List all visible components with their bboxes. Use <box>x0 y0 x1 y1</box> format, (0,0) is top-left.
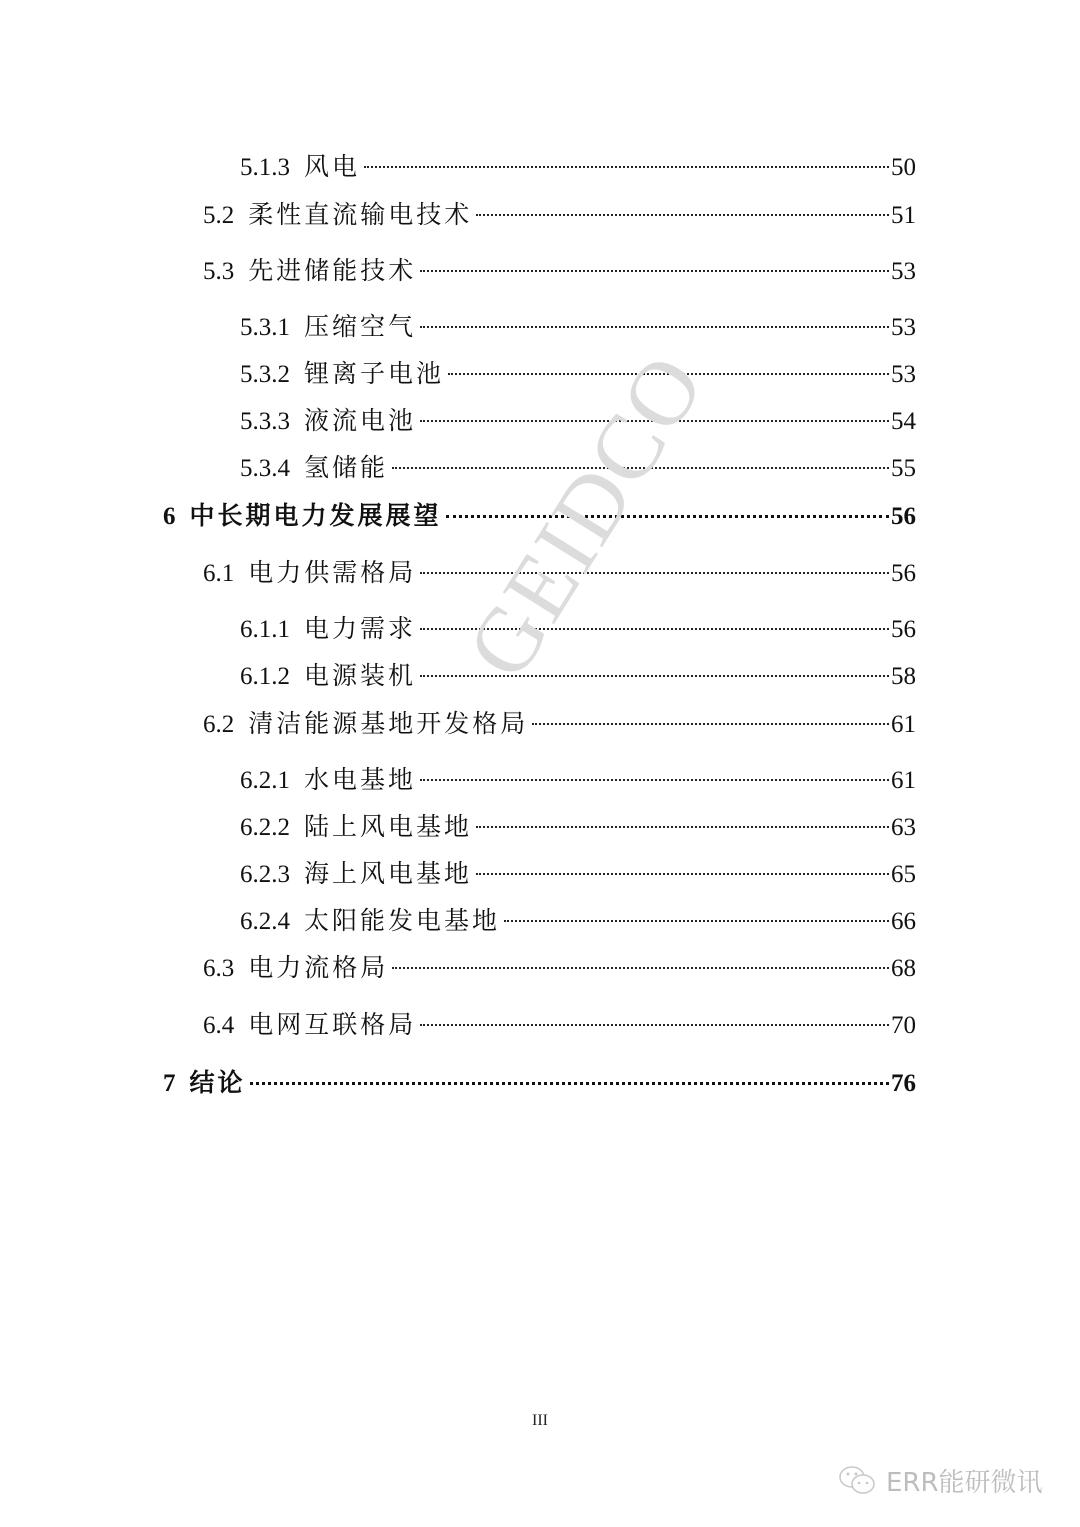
toc-entry-page: 54 <box>891 408 916 435</box>
toc-entry-title: 压缩空气 <box>304 314 417 341</box>
wechat-icon <box>838 1465 878 1497</box>
dot-leader <box>504 899 889 929</box>
toc-entry[interactable] <box>240 305 916 343</box>
toc-entry-page: 53 <box>891 314 916 341</box>
toc-entry[interactable] <box>203 946 916 984</box>
toc-entry-title: 水电基地 <box>304 767 417 794</box>
toc-entry-number: 6.1.2 <box>240 663 290 690</box>
toc-entry[interactable] <box>240 899 916 937</box>
toc-entry-number: 5.3.4 <box>240 455 290 482</box>
toc-entry-number: 6.3 <box>203 955 235 982</box>
dot-leader <box>448 352 889 382</box>
toc-entry-title: 海上风电基地 <box>304 861 473 888</box>
toc-entry-number: 6.2 <box>203 711 235 738</box>
page-number: III <box>532 1412 548 1429</box>
dot-leader <box>476 193 889 223</box>
toc-entry[interactable] <box>163 494 916 532</box>
dot-leader <box>392 946 889 976</box>
toc-entry[interactable] <box>203 193 916 231</box>
toc-entry-number: 6.2.1 <box>240 767 290 794</box>
toc-entry-number: 6 <box>163 503 176 530</box>
dot-leader <box>420 654 889 684</box>
toc-entry-number: 6.1 <box>203 560 235 587</box>
toc-entry-page: 56 <box>891 503 916 530</box>
toc-entry-title: 太阳能发电基地 <box>304 908 501 935</box>
dot-leader <box>420 551 889 581</box>
toc-entry[interactable] <box>163 1061 916 1099</box>
toc-entry-title: 氢储能 <box>304 455 389 482</box>
toc-entry-page: 56 <box>891 560 916 587</box>
watermark: GEIDCO <box>446 336 724 696</box>
toc-entry-page: 58 <box>891 663 916 690</box>
toc-entry-number: 6.1.1 <box>240 616 290 643</box>
toc-entry-number: 5.1.3 <box>240 154 290 181</box>
toc-entry-page: 66 <box>891 908 916 935</box>
toc-entry-title: 风电 <box>304 154 361 181</box>
toc-entry-title: 电力供需格局 <box>248 560 417 587</box>
toc-entry-number: 5.2 <box>203 202 235 229</box>
toc-entry-page: 68 <box>891 955 916 982</box>
toc-entry[interactable] <box>240 654 916 692</box>
dot-leader <box>476 805 889 835</box>
toc-entry-page: 61 <box>891 711 916 738</box>
toc-entry-number: 6.4 <box>203 1012 235 1039</box>
dot-leader <box>420 399 889 429</box>
dot-leader <box>420 249 889 279</box>
toc-entry-page: 53 <box>891 361 916 388</box>
toc-entry[interactable] <box>240 352 916 390</box>
dot-leader <box>476 852 889 882</box>
toc-entry-page: 56 <box>891 616 916 643</box>
toc-entry-page: 51 <box>891 202 916 229</box>
toc-entry[interactable] <box>240 446 916 484</box>
toc-entry-title: 中长期电力发展展望 <box>189 503 442 530</box>
toc-entry[interactable] <box>240 758 916 796</box>
toc-entry-title: 液流电池 <box>304 408 417 435</box>
brand-name: ERR能研微讯 <box>886 1468 1043 1498</box>
toc-entry-title: 清洁能源基地开发格局 <box>248 711 529 738</box>
toc-entry-number: 5.3.3 <box>240 408 290 435</box>
dot-leader <box>420 1003 889 1033</box>
toc-entry-title: 陆上风电基地 <box>304 814 473 841</box>
toc-entry-number: 5.3 <box>203 258 235 285</box>
toc-entry-title: 结论 <box>189 1070 246 1097</box>
toc-entry[interactable] <box>203 702 916 740</box>
toc-entry-page: 53 <box>891 258 916 285</box>
toc-entry-page: 61 <box>891 767 916 794</box>
toc-entry[interactable] <box>203 551 916 589</box>
toc-entry-number: 6.2.4 <box>240 908 290 935</box>
toc-entry-number: 6.2.2 <box>240 814 290 841</box>
toc-entry[interactable] <box>240 607 916 645</box>
toc-entry[interactable] <box>240 805 916 843</box>
toc-entry-page: 55 <box>891 455 916 482</box>
toc-entry-page: 76 <box>891 1070 916 1097</box>
toc-entry-title: 电力需求 <box>304 616 417 643</box>
toc-entry[interactable] <box>240 399 916 437</box>
toc-entry-page: 63 <box>891 814 916 841</box>
dot-leader <box>532 702 889 732</box>
toc-entry-title: 柔性直流输电技术 <box>248 202 473 229</box>
toc-entry[interactable] <box>203 249 916 287</box>
toc-entry-title: 电力流格局 <box>248 955 389 982</box>
brand-badge <box>838 1462 1043 1499</box>
dot-leader <box>364 145 889 175</box>
dot-leader <box>392 446 889 476</box>
toc-entry-number: 7 <box>163 1070 176 1097</box>
toc-entry-number: 6.2.3 <box>240 861 290 888</box>
toc-entry-page: 65 <box>891 861 916 888</box>
toc-entry-title: 锂离子电池 <box>304 361 445 388</box>
toc-entry-number: 5.3.2 <box>240 361 290 388</box>
toc-entry[interactable] <box>240 145 916 183</box>
toc-entry-title: 电网互联格局 <box>248 1012 417 1039</box>
dot-leader <box>420 305 889 335</box>
dot-leader <box>446 494 889 524</box>
toc-entry-title: 先进储能技术 <box>248 258 417 285</box>
toc-entry-page: 70 <box>891 1012 916 1039</box>
dot-leader <box>420 758 889 788</box>
dot-leader <box>420 607 889 637</box>
toc-entry[interactable] <box>240 852 916 890</box>
toc-entry-number: 5.3.1 <box>240 314 290 341</box>
dot-leader <box>250 1061 889 1091</box>
toc-entry-page: 50 <box>891 154 916 181</box>
toc-entry[interactable] <box>203 1003 916 1041</box>
toc-entry-title: 电源装机 <box>304 663 417 690</box>
